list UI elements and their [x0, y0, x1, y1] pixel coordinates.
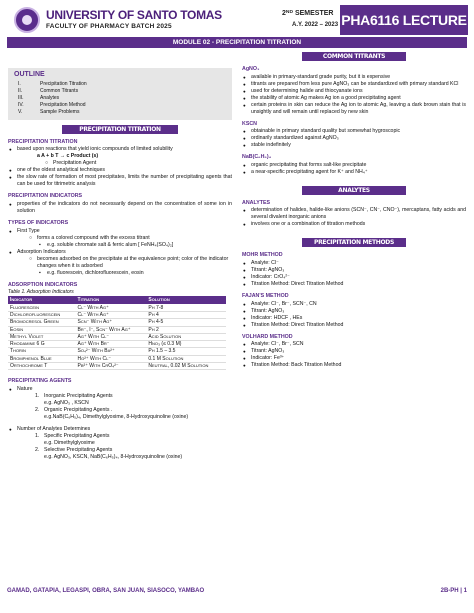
list-item: ▪ e.g. fluorescein, dichlorofluorescein, eosin — [39, 270, 232, 277]
table-cell: Ph 4 — [146, 312, 226, 319]
table-cell: Cl⁻ With Ag⁺ — [76, 304, 147, 311]
table-row — [8, 319, 226, 326]
example: e.g. AgNO₃, KSCN, NaB(C₆H₅)₄, 8-Hydroxyquinoline (oxine) — [44, 453, 183, 460]
definition-list — [8, 146, 232, 188]
heading-analytes: ANALYTES — [242, 199, 271, 206]
column-header: Indicator — [8, 296, 76, 304]
list-item: ● based upon reactions that yield ionic compounds of limited solubility a A + b T → c Product (s) ○ Precipitation Agent — [8, 146, 232, 167]
table-cell: Orthochrome T — [8, 362, 76, 369]
list-item: ● available in primary-standard grade purity, but it is expensive — [242, 74, 466, 81]
heading-volhard-method: VOLHARD METHOD — [242, 333, 293, 340]
list-item: 2. Selective Precipitating Agents — [35, 446, 113, 453]
list-item: ● certain proteins in skin can reduce the Ag ion to atomic Ag, leaving a dark brown stain that is unsightly and will remain until replaced by new skin — [242, 102, 466, 116]
volhard-list — [242, 341, 466, 369]
table-cell: Eosin — [8, 326, 76, 333]
list-item: ● titrants are prepared from less pure AgNO₃ can be standardized with primary standard KCl — [242, 81, 466, 88]
list-item: ● a near-specific precipitating agent for K⁺ and NH₄⁺ — [242, 169, 466, 176]
table-cell: Thorin — [8, 348, 76, 355]
table-cell: Scn⁻ With Ag⁺ — [76, 319, 147, 326]
number-list — [35, 433, 232, 461]
table-caption: Table 1. Adsorption Indicators — [8, 289, 74, 296]
table-cell: Rhodamine 6 G — [8, 341, 76, 348]
table-row — [8, 355, 226, 362]
list-item: 2. Organic Precipitating Agents . — [35, 406, 113, 413]
table-cell: Neutral, 0.02 M Solution — [146, 362, 226, 369]
list-item: ● Indicator: CrO₄²⁻ — [242, 274, 466, 281]
table-cell: Cl⁻ With Ag⁺ — [76, 312, 147, 319]
list-item: ● Analyte: Cl⁻, Br⁻, SCN — [242, 341, 466, 348]
list-item: ● Nature 1. Inorganic Precipitating Agents e.g. AgNO₃ , KSCN 2. Organic Precipitating Agents . e.g.NaB(C₆H₅)₄, Dimethylglyoxime, 8-Hydroxyquinoline (oxine) — [8, 386, 232, 421]
list-item: ● ordinarily standardized against AgNO₃ — [242, 135, 466, 142]
left-column — [8, 53, 232, 461]
outline-list — [14, 81, 226, 116]
list-item: ○ becomes adsorbed on the precipitate at the equivalence point; color of the indicator changes when it is adsorbed ▪ e.g. fluorescein, dichlorofluorescein, eosin — [29, 256, 232, 277]
table-cell: Acid Solution — [146, 333, 226, 340]
list-item: ● Titration Method: Direct Titration Method — [242, 322, 466, 329]
table-cell: Methyl Violet — [8, 333, 76, 340]
list-item: 1. Inorganic Precipitating Agents — [35, 392, 113, 399]
heading-fajans-method: FAJAN'S METHOD — [242, 293, 289, 300]
list-item: ● obtainable in primary standard quality but somewhat hygroscopic — [242, 128, 466, 135]
table-row — [8, 341, 226, 348]
list-item: ● the stability of atomic Ag makes Ag ion a good precipitating agent — [242, 95, 466, 102]
academic-year: A.Y. 2022 – 2023 — [292, 22, 339, 28]
list-item: ● Titrant: AgNO₃ — [242, 308, 466, 315]
section-banner-common-titrants: COMMON TITRANTS — [302, 52, 406, 61]
outline-item: IV. Precipitation Method — [18, 101, 86, 108]
table-cell: Hno₃ (≤ 0.3 M) — [146, 341, 226, 348]
outline-item: I. Precipitation Titration — [18, 80, 87, 87]
nature-list — [35, 393, 232, 421]
list-item: ● First Type ○ forms a colored compound with the excess titrant ▪ e.g. soluble chromate salt & ferric alum [ FeNH₄(SO₄)₂] — [8, 228, 232, 249]
right-column — [242, 47, 466, 369]
list-item: ○ forms a colored compound with the excess titrant ▪ e.g. soluble chromate salt & ferric alum [ FeNH₄(SO₄)₂] — [29, 235, 232, 249]
authors: GAMAD, GATAPIA, LEGASPI, OBRA, SAN JUAN, SIASOCO, YAMBAO — [7, 588, 205, 594]
indicator-list — [8, 201, 232, 215]
list-item: ● Analyte: Cl⁻ — [242, 260, 466, 267]
heading-precipitation-titration: PRECIPITATION TITRATION — [8, 138, 78, 145]
table-cell: Fluorescein — [8, 304, 76, 311]
mohr-list — [242, 260, 466, 288]
list-item: ● Indicator: HDCF , HEs — [242, 315, 466, 322]
list-item: ● properties of the indicators do not necessarily depend on the concentration of some ion in solution — [8, 201, 232, 215]
table-row — [8, 333, 226, 340]
table-cell: Ag⁺ With Br⁻ — [76, 341, 147, 348]
table-cell: Dichlorofluorescein — [8, 312, 76, 319]
heading-mohr-method: MOHR METHOD — [242, 252, 283, 259]
section-banner-analytes: ANALYTES — [302, 186, 406, 195]
kscn-list — [242, 128, 466, 149]
table-row — [8, 348, 226, 355]
outline-title: OUTLINE — [14, 71, 45, 78]
list-item: ● the slow rate of formation of most precipitates, limits the number of precipitating agents that can be used for titrimetric analysis — [8, 174, 232, 188]
example: e.g. AgNO₃ , KSCN — [44, 399, 89, 406]
semester: 2ND SEMESTER — [282, 10, 334, 17]
university-name: UNIVERSITY OF SANTO TOMAS — [46, 8, 222, 22]
adsorption-indicators-table — [8, 296, 226, 370]
table-row — [8, 362, 226, 369]
list-item: ● one of the oldest analytical techniques — [8, 167, 232, 174]
table-cell: Bromphenol Blue — [8, 355, 76, 362]
heading-nab: NaB(C₆H₅)₄ — [242, 154, 272, 161]
list-item: ● stable indefinitely — [242, 142, 466, 149]
list-item: ○ Precipitation Agent — [45, 160, 232, 167]
heading-kscn: KSCN — [242, 120, 258, 127]
faculty-batch: FACULTY OF PHARMACY BATCH 2025 — [46, 23, 172, 30]
table-cell: Pb²⁺ With CrO₄²⁻ — [76, 362, 147, 369]
outline-item: V. Sample Problems — [18, 108, 80, 115]
outline-item: III. Analytes — [18, 94, 60, 101]
list-item: ● Indicator: Fe³⁺ — [242, 355, 466, 362]
agno3-list — [242, 74, 466, 116]
list-item: 1. Specific Precipitating Agents — [35, 432, 110, 439]
analytes-list — [242, 207, 466, 228]
types-list — [8, 228, 232, 277]
heading-adsorption-indicators: ADSORPTION INDICATORS — [8, 281, 78, 288]
fajans-list — [242, 301, 466, 329]
table-cell: 0.1 M Solution — [146, 355, 226, 362]
list-item: ● involves one or a combination of titration methods — [242, 221, 466, 228]
example: e.g. Dimethylglyoxime — [44, 439, 95, 446]
table-cell: Ag⁺ With Cl⁻ — [76, 333, 147, 340]
reaction-equation: a A + b T → c Product (s) — [37, 153, 99, 160]
outline-item: II. Common Titrants — [18, 87, 79, 94]
column-header: Titration — [76, 296, 147, 304]
agents-list — [8, 386, 232, 461]
table-cell: Ph 7-8 — [146, 304, 226, 311]
table-row — [8, 326, 226, 333]
list-item: ● determination of halides, halide-like anions (SCN⁻, CN⁻, CNO⁻), mercaptans, fatty acids and several divalent inorganic anions — [242, 207, 466, 221]
university-seal-icon — [14, 7, 40, 33]
list-item: ● Titrant: AgNO₃ — [242, 267, 466, 274]
table-header-row — [8, 296, 226, 304]
table-row — [8, 304, 226, 311]
table-cell: Hg²⁺ With Cl⁻ — [76, 355, 147, 362]
table-row — [8, 312, 226, 319]
page-number: 2B-PH | 1 — [440, 588, 467, 594]
list-item: ● used for determining halide and thiocyanate ions — [242, 88, 466, 95]
column-header: Solution — [146, 296, 226, 304]
heading-types-of-indicators: TYPES OF INDICATORS — [8, 219, 69, 226]
example: e.g.NaB(C₆H₅)₄, Dimethylglyoxime, 8-Hydroxyquinoline (oxine) — [44, 413, 189, 420]
table-cell: Ph 1.5 – 3.5 — [146, 348, 226, 355]
list-item: ● Adsorption Indicators ○ becomes adsorbed on the precipitate at the equivalence point; color of the indicator changes when it is adsorbed ▪ e.g. fluorescein, dichlorofluorescein, eosin — [8, 249, 232, 277]
table-cell: Ph 4-5 — [146, 319, 226, 326]
table-cell: So₄²⁻ With Ba²⁺ — [76, 348, 147, 355]
course-title: PHA6116 LECTURE — [340, 5, 468, 35]
section-banner-precipitation-methods: PRECIPITATION METHODS — [302, 238, 406, 247]
list-item: ● Titration Method: Direct Titration Method — [242, 281, 466, 288]
heading-precipitation-indicators: PRECIPITATION INDICATORS — [8, 193, 83, 200]
heading-precipitating-agents: PRECIPITATING AGENTS — [8, 378, 72, 385]
list-item: ▪ e.g. soluble chromate salt & ferric alum [ FeNH₄(SO₄)₂] — [39, 242, 232, 249]
table-cell: Br⁻, I⁻, Scn⁻ With Ag⁺ — [76, 326, 147, 333]
outline-box — [8, 68, 232, 120]
list-item: ● Number of Analytes Determines 1. Specific Precipitating Agents e.g. Dimethylglyoxime 2. Selective Precipitating Agents e.g. AgNO₃, KSCN, NaB(C₆H₅)₄, 8-Hydroxyquinoline (oxine) — [8, 426, 232, 461]
section-banner-precipitation-titration: PRECIPITATION TITRATION — [62, 125, 178, 134]
list-item: ● Titration Method: Back Titration Method — [242, 362, 466, 369]
list-item: ● Titrant: AgNO₃ — [242, 348, 466, 355]
list-item: ● organic precipitating that forms salt-like precipitate — [242, 162, 466, 169]
list-item: ● Analyte: Cl⁻, Br⁻, SCN⁻, CN — [242, 301, 466, 308]
nab-list — [242, 162, 466, 176]
module-title: MODULE 02 - PRECIPITATION TITRATION — [7, 37, 467, 48]
table-cell: Ph 2 — [146, 326, 226, 333]
table-cell: Bromocresol Green — [8, 319, 76, 326]
heading-agno3: AgNO₃ — [242, 66, 260, 72]
